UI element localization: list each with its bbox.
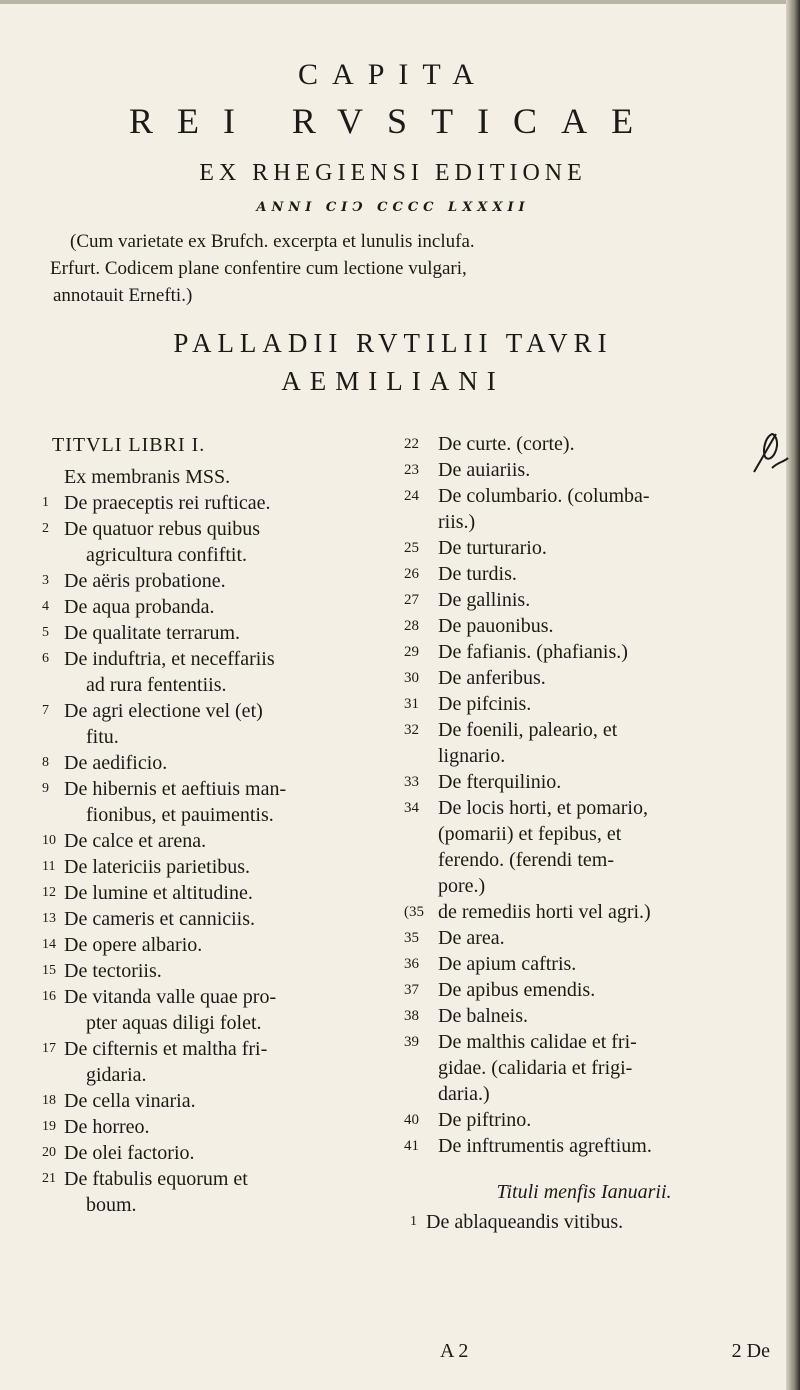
list-item — [404, 977, 784, 1003]
editorial-note-line: Erfurt. Codicem plane confentire cum lectione vulgari, — [50, 258, 467, 279]
entry-number: 1 — [42, 495, 49, 510]
entry-number: 19 — [42, 1119, 56, 1134]
entry-text: De auiariis. — [438, 459, 531, 481]
entry-text: De praeceptis rei rufticae. — [64, 492, 271, 514]
list-item — [42, 984, 332, 1036]
list-item — [42, 568, 332, 594]
list-item — [42, 750, 332, 776]
column-title: TITVLI LIBRI I. — [52, 434, 206, 456]
list-item — [404, 457, 784, 483]
entry-text: fionibus, et pauimentis. — [86, 804, 274, 826]
list-item — [42, 1036, 332, 1088]
entry-number: 27 — [404, 592, 419, 608]
list-item — [404, 1003, 784, 1029]
entry-text: fitu. — [86, 726, 119, 748]
entry-number: 26 — [404, 566, 419, 582]
section-entry — [404, 1209, 784, 1235]
entry-number: (35 — [404, 904, 424, 920]
entry-text: De area. — [438, 927, 505, 949]
list-item — [42, 854, 332, 880]
entry-number: 8 — [42, 755, 49, 770]
section-title: Tituli menfis Ianuarii. — [496, 1181, 672, 1203]
list-item — [404, 483, 784, 535]
entry-number: 22 — [404, 436, 419, 452]
list-item — [404, 1029, 784, 1107]
entry-text: de remediis horti vel agri.) — [438, 901, 651, 923]
entry-text: De hibernis et aeftiuis man- — [64, 778, 287, 800]
signature-mark: A 2 — [440, 1340, 469, 1362]
entry-text: De malthis calidae et fri- — [438, 1031, 637, 1053]
list-item — [42, 828, 332, 854]
list-item — [404, 613, 784, 639]
left-column — [42, 432, 332, 1218]
entry-number: 36 — [404, 956, 419, 972]
entry-text: De inftrumentis agreftium. — [438, 1135, 652, 1157]
entry-number: 17 — [42, 1041, 56, 1056]
editorial-note-line: annotauit Ernefti.) — [53, 285, 193, 306]
entry-text: riis.) — [438, 511, 476, 533]
catchword: 2 De — [731, 1340, 770, 1362]
entry-number: 9 — [42, 781, 49, 796]
list-item — [404, 795, 784, 899]
entry-text: De balneis. — [438, 1005, 528, 1027]
entry-number: 24 — [404, 488, 419, 504]
list-item — [42, 1140, 332, 1166]
list-item — [404, 639, 784, 665]
entry-text: agricultura confiftit. — [86, 544, 248, 566]
entry-number: 37 — [404, 982, 419, 998]
list-item — [404, 925, 784, 951]
entry-number: 31 — [404, 696, 419, 712]
right-entry-list — [404, 431, 784, 1159]
entry-text: De columbario. (columba- — [438, 485, 650, 507]
entry-number: 2 — [42, 521, 49, 536]
heading-capita: CAPITA — [298, 58, 488, 91]
entry-number: 6 — [42, 651, 49, 666]
entry-text: De pifcinis. — [438, 693, 532, 715]
entry-text: De lumine et altitudine. — [64, 882, 253, 904]
list-item — [404, 717, 784, 769]
entry-text: De induftria, et neceffariis — [64, 648, 275, 670]
entry-text: De calce et arena. — [64, 830, 207, 852]
entry-text: De foenili, paleario, et — [438, 719, 618, 741]
list-item — [404, 951, 784, 977]
entry-text: De curte. (corte). — [438, 433, 575, 455]
entry-text: De cifternis et maltha fri- — [64, 1038, 268, 1060]
list-item — [404, 1107, 784, 1133]
entry-text: ferendo. (ferendi tem- — [438, 849, 615, 871]
list-item — [42, 516, 332, 568]
heading-rei-rusticae: REI RVSTICAE — [128, 101, 658, 141]
list-item — [42, 698, 332, 750]
entry-number: 23 — [404, 462, 419, 478]
entry-text: De anferibus. — [438, 667, 546, 689]
entry-text: De pauonibus. — [438, 615, 554, 637]
entry-text: De vitanda valle quae pro- — [64, 986, 277, 1008]
entry-text: De aëris probatione. — [64, 570, 226, 592]
entry-number: 4 — [42, 599, 49, 614]
entry-number: 20 — [42, 1145, 56, 1160]
entry-text: (pomarii) et fepibus, et — [438, 823, 622, 845]
entry-text: De aedificio. — [64, 752, 168, 774]
list-item — [42, 932, 332, 958]
entry-text: De piftrino. — [438, 1109, 532, 1131]
entry-text: De apium caftris. — [438, 953, 577, 975]
list-item — [404, 587, 784, 613]
heading-year: ANNI CIↃ CCCC LXXXII — [256, 200, 530, 215]
list-item — [404, 535, 784, 561]
list-item — [42, 1114, 332, 1140]
list-item — [42, 880, 332, 906]
entry-text: De apibus emendis. — [438, 979, 596, 1001]
entry-text: De latericiis parietibus. — [64, 856, 251, 878]
entry-text: lignario. — [438, 745, 506, 767]
entry-number: 14 — [42, 937, 56, 952]
entry-number: 32 — [404, 722, 419, 738]
entry-number: 29 — [404, 644, 419, 660]
list-item — [42, 594, 332, 620]
entry-number: 38 — [404, 1008, 419, 1024]
entry-number: 30 — [404, 670, 419, 686]
entry-text: De agri electione vel (et) — [64, 700, 263, 722]
list-item — [404, 769, 784, 795]
author-name-line2: AEMILIANI — [281, 366, 505, 396]
list-item — [42, 906, 332, 932]
entry-text: De turturario. — [438, 537, 547, 559]
entry-number: 39 — [404, 1034, 419, 1050]
entry-number: 25 — [404, 540, 419, 556]
entry-text: De turdis. — [438, 563, 517, 585]
entry-number: 34 — [404, 800, 419, 816]
entry-number: 40 — [404, 1112, 419, 1128]
entry-text: De cameris et canniciis. — [64, 908, 256, 930]
column-subtitle: Ex membranis MSS. — [64, 466, 231, 488]
entry-text: De aqua probanda. — [64, 596, 215, 618]
entry-number: 21 — [42, 1171, 56, 1186]
list-item — [404, 561, 784, 587]
list-item — [42, 776, 332, 828]
entry-text: De gallinis. — [438, 589, 531, 611]
list-item — [404, 899, 784, 925]
entry-text: De tectoriis. — [64, 960, 162, 982]
entry-number: 12 — [42, 885, 56, 900]
entry-number: 1 — [410, 1214, 417, 1229]
entry-text: De cella vinaria. — [64, 1090, 196, 1112]
entry-text: De horreo. — [64, 1116, 150, 1138]
list-item — [42, 1166, 332, 1218]
list-item — [404, 665, 784, 691]
list-item — [404, 691, 784, 717]
entry-text: De locis horti, et pomario, — [438, 797, 648, 819]
list-item — [404, 1133, 784, 1159]
right-column — [404, 431, 784, 1235]
entry-text: De fafianis. (phafianis.) — [438, 641, 628, 663]
entry-number: 35 — [404, 930, 419, 946]
entry-number: 15 — [42, 963, 56, 978]
entry-text: pore.) — [438, 875, 486, 897]
entry-text: daria.) — [438, 1083, 490, 1105]
entry-number: 28 — [404, 618, 419, 634]
author-name-line1: PALLADII RVTILII TAVRI — [173, 328, 613, 358]
entry-text: pter aquas diligi folet. — [86, 1012, 262, 1034]
entry-number: 41 — [404, 1138, 419, 1154]
entry-number: 11 — [42, 859, 56, 874]
entry-number: 16 — [42, 989, 56, 1004]
entry-number: 13 — [42, 911, 56, 926]
entry-text: De olei factorio. — [64, 1142, 195, 1164]
entry-number: 18 — [42, 1093, 56, 1108]
entry-number: 33 — [404, 774, 419, 790]
entry-number: 5 — [42, 625, 49, 640]
entry-number: 7 — [42, 703, 49, 718]
entry-text: De ftabulis equorum et — [64, 1168, 248, 1190]
entry-text: De qualitate terrarum. — [64, 622, 241, 644]
entry-text: gidaria. — [86, 1064, 147, 1086]
entry-text: gidae. (calidaria et frigi- — [438, 1057, 633, 1079]
entry-text: ad rura fententiis. — [86, 674, 227, 696]
left-entry-list — [42, 490, 332, 1218]
entry-text: boum. — [86, 1194, 137, 1216]
list-item — [42, 1088, 332, 1114]
entry-text: De quatuor rebus quibus — [64, 518, 261, 540]
entry-number: 3 — [42, 573, 49, 588]
entry-text: De fterquilinio. — [438, 771, 562, 793]
list-item — [42, 490, 332, 516]
entry-text: De opere albario. — [64, 934, 203, 956]
page-top-edge — [0, 0, 800, 4]
heading-edition: EX RHEGIENSI EDITIONE — [199, 160, 587, 186]
entry-text: De ablaqueandis vitibus. — [426, 1211, 624, 1233]
list-item — [42, 620, 332, 646]
list-item — [42, 646, 332, 698]
page-binding-edge — [786, 0, 800, 1390]
list-item — [42, 958, 332, 984]
entry-number: 10 — [42, 833, 56, 848]
editorial-note-line: (Cum varietate ex Brufch. excerpta et lunulis inclufa. — [70, 231, 475, 252]
list-item — [404, 431, 784, 457]
